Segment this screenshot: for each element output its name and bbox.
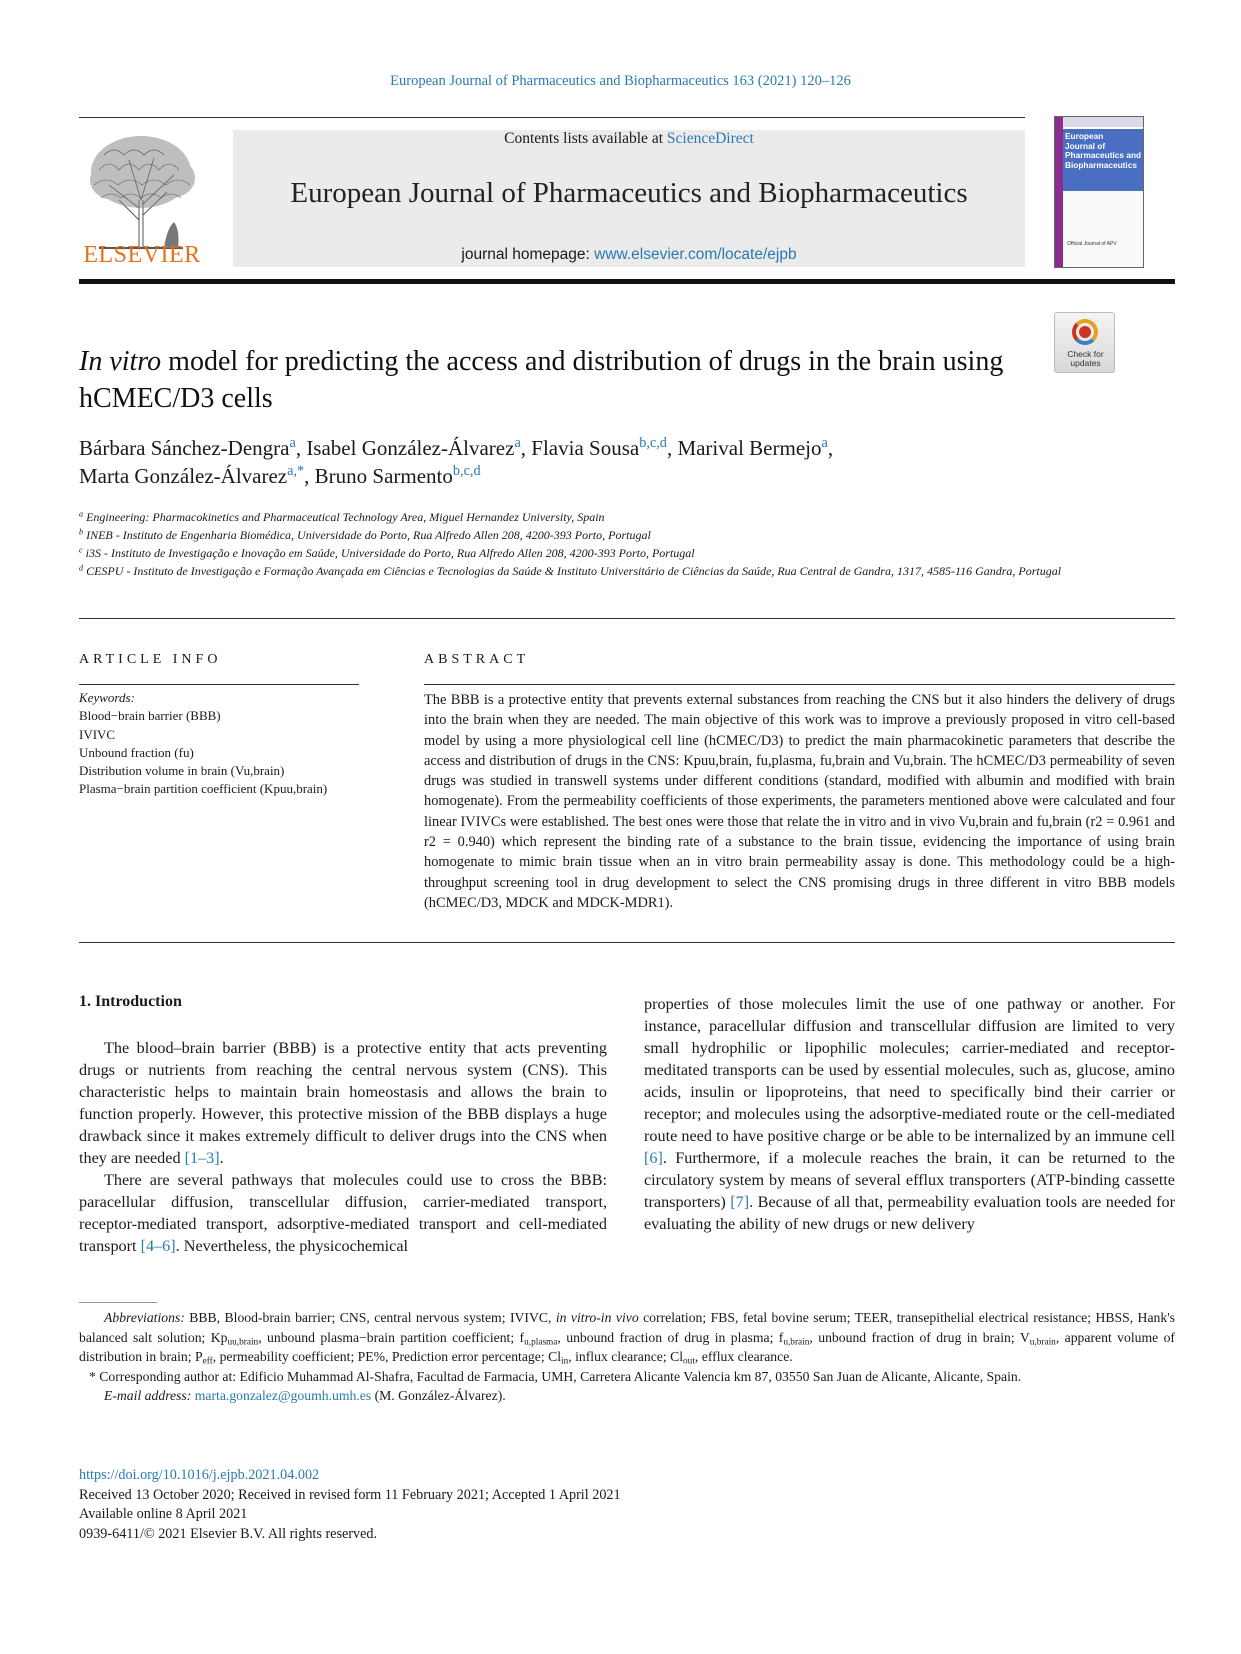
email-link[interactable]: marta.gonzalez@goumh.umh.es [194, 1388, 372, 1403]
cover-top-strip [1063, 117, 1144, 127]
available-online: Available online 8 April 2021 [79, 1506, 248, 1522]
affiliation-item: $^d$ CESPU - Instituto de Investigação e Formação Avançada em Ciências e Tecnologias da Saúde & Instituto Universitário de Ciências da Saúde, Rua Central de Gandra, 1317, 4585-116 Gandra, Portugal [79, 563, 1062, 578]
keyword-item: Distribution volume in brain (Vu,brain) [79, 763, 285, 779]
author-name[interactable]: Marival Bermejo [677, 436, 822, 460]
keywords-label: Keywords: [79, 690, 135, 705]
abstract-end-rule [79, 942, 1175, 943]
doi-link[interactable]: https://doi.org/10.1016/j.ejpb.2021.04.002 [79, 1467, 320, 1483]
journal-cover-thumbnail[interactable] [1054, 116, 1144, 268]
affiliation-rule [79, 618, 1175, 619]
author-name[interactable]: Marta González-Álvarez [79, 464, 288, 488]
paragraph: properties of those molecules limit the use of one pathway or another. For instance, paracellular diffusion and transcellular diffusion are limited to very small hydrophilic or lipophilic molecules; carrier-mediated and receptor-meditated transports can be used by essential molecules, such as, glucose, amino acids, insulin or lipoproteins, that need to specifically bind their carrier or receptor; and molecules using the adsorptive-mediated route or the cell-mediated route need to have positive charge or be able to be internalized by an immune cell [6]. Furthermore, if a molecule reaches the brain, it can be returned to the circulatory system by means of several efflux transporters (ATP-binding cassette transporters) [7]. Because of all that, permeability evaluation tools are needed for evaluating the ability of new drugs or new delivery [644, 995, 1175, 1233]
affiliations [79, 508, 1079, 580]
contents-line: Contents lists available at ScienceDirect [504, 130, 754, 147]
keyword-item: Plasma−brain partition coefficient (Kpuu,brain) [79, 781, 328, 797]
abstract-heading: ABSTRACT [424, 652, 530, 667]
affiliation-item: $^b$ INEB - Instituto de Engenharia Biomédica, Universidade do Porto, Rua Alfredo Allen 208, 4200-393 Porto, Portugal [79, 527, 651, 542]
keywords-list [79, 689, 369, 799]
author-list: Bárbara Sánchez-Dengra$^a$, Isabel González-Álvarez$^a$, Flavia Sousa$^{b,c,d}$, Marival Bermejo$^a$, Marta González-Álvarez$^{a,*}$, Bruno Sarmento$^{b,c,d}$ [79, 435, 834, 488]
citation-link[interactable]: [1–3] [184, 1149, 220, 1167]
footnotes [79, 1308, 1175, 1406]
keyword-item: IVIVC [79, 726, 116, 742]
copyright: 0939-6411/© 2021 Elsevier B.V. All rights reserved. [79, 1525, 378, 1542]
email-footnote: E-mail address: marta.gonzalez@goumh.umh.es (M. González-Álvarez). [104, 1388, 506, 1403]
author-affiliation-marker[interactable]: a [289, 435, 296, 452]
introduction-heading: 1. Introduction [79, 993, 182, 1010]
abbreviations-footnote: Abbreviations: BBB, Blood-brain barrier; CNS, central nervous system; IVIVC, in vitro-in vivo correlation; FBS, fetal bovine serum; TEER, transepithelial electrical resistance; HBSS, Hank's balanced salt solution; $Kp_{uu,brain}$, unbound plasma−brain partition coefficient; $f_{u,plasma}$, unbound fraction of drug in plasma; $f_{u,brain}$, unbound fraction of drug in brain; $V_{u,brain}$, apparent volume of distribution in brain; $P_{eff}$, permeability coefficient; PE%, Prediction error percentage; $Cl_{in}$, influx clearance; $Cl_{out}$, efflux clearance. [79, 1310, 1175, 1367]
journal-citation[interactable]: European Journal of Pharmaceutics and Biopharmaceutics 163 (2021) 120–126 [390, 73, 851, 89]
keyword-item: Blood−brain barrier (BBB) [79, 708, 221, 724]
sciencedirect-link[interactable]: ScienceDirect [666, 130, 754, 147]
header-rule [79, 117, 1025, 118]
author-affiliation-marker[interactable]: a [514, 435, 521, 452]
check-updates-label: Check for updates [1067, 349, 1104, 368]
cover-body [1063, 191, 1144, 268]
article-info-heading: ARTICLE INFO [79, 652, 222, 667]
citation-link[interactable]: [4–6] [140, 1237, 176, 1255]
elsevier-wordmark: ELSEVIER [83, 242, 201, 268]
affiliation-item: $^c$ i3S - Instituto de Investigação e Inovação em Saúde, Universidade do Porto, Rua Alfredo Allen 208, 4200-393 Porto, Portugal [79, 545, 695, 560]
author-affiliation-marker[interactable]: a,* [287, 463, 305, 480]
journal-title: European Journal of Pharmaceutics and Biopharmaceutics [290, 177, 968, 209]
check-for-updates-button[interactable] [1054, 312, 1115, 373]
author-name[interactable]: Flavia Sousa [531, 436, 640, 460]
author-affiliation-marker[interactable]: a [821, 435, 828, 452]
publication-info [79, 1466, 979, 1544]
body-column-right [644, 993, 1175, 1235]
paragraph: The blood–brain barrier (BBB) is a protective entity that acts preventing drugs or nutrients from reaching the central nervous system (CNS). This characteristic helps to maintain brain homeostasis and allows the brain to function properly. However, this protective mission of the BBB displays a huge drawback since it makes extremely difficult to deliver drugs into the CNS when they are needed [1–3]. [79, 1039, 607, 1167]
received-dates: Received 13 October 2020; Received in revised form 11 February 2021; Accepted 1 April 2021 [79, 1486, 621, 1503]
author-affiliation-marker[interactable]: b,c,d [639, 435, 667, 452]
abstract-rule [424, 684, 1175, 685]
homepage-line: journal homepage: www.elsevier.com/locate/ejpb [461, 246, 797, 263]
header-thick-rule [79, 279, 1175, 284]
keyword-item: Unbound fraction (fu) [79, 744, 194, 760]
article-title: In vitro model for predicting the access and distribution of drugs in the brain using hCMEC/D3 cells [79, 346, 1004, 414]
paragraph: There are several pathways that molecules could use to cross the BBB: paracellular diffusion, transcellular diffusion, carrier-mediated transport, receptor-mediated transport, adsorptive-mediated transport and cell-mediated transport [4–6]. Nevertheless, the physicochemical [79, 1171, 607, 1255]
author-name[interactable]: Bruno Sarmento [314, 464, 453, 488]
elsevier-logo [79, 130, 205, 270]
cover-title: European Journal of Pharmaceutics and Biopharmaceutics [1063, 129, 1144, 191]
cover-spine [1055, 117, 1063, 268]
author-affiliation-marker[interactable]: b,c,d [452, 463, 481, 480]
citation-link[interactable]: [7] [730, 1193, 750, 1211]
affiliation-item: $^a$ Engineering: Pharmacokinetics and Pharmaceutical Technology Area, Miguel Hernandez University, Spain [79, 509, 605, 524]
author-name[interactable]: Isabel González-Álvarez [306, 436, 515, 460]
abstract-body: The BBB is a protective entity that prevents external substances from reaching the CNS but it also hinders the delivery of drugs into the brain when they are needed. The main objective of this work was to improve a previously proposed in vitro cell-based model by using a more physiological cell line (hCMEC/D3) to predict the main pharmacokinetic parameters that describe the access and distribution of drugs in the CNS: Kpuu,brain, fu,plasma, fu,brain and Vu,brain. The hCMEC/D3 permeability of seven drugs was studied in transwell systems under different conditions (standard, modified with albumin and modified with brain homogenate). From the permeability coefficients of those experiments, the parameters mentioned above were calculated and four linear IVIVCs were established. The best ones were those that relate the in vitro and in vivo Vu,brain and fu,brain (r2 = 0.961 and r2 = 0.940) which represent the binding rate of a substance to the brain tissue, evidencing the importance of using brain homogenate to mimic brain tissue when an in vitro brain permeability assay is done. This methodology could be a high-throughput screening tool in drug development to select the CNS promising drugs in three different in vitro BBB models (hCMEC/D3, MDCK and MDCK-MDR1). [424, 692, 1175, 911]
cover-footer: Official Journal of APV [1067, 241, 1117, 247]
homepage-link[interactable]: www.elsevier.com/locate/ejpb [594, 246, 797, 263]
article-info-rule [79, 684, 359, 685]
footnote-rule [79, 1302, 157, 1303]
author-name[interactable]: Bárbara Sánchez-Dengra [79, 436, 290, 460]
corresponding-author-footnote: * Corresponding author at: Edificio Muhammad Al-Shafra, Facultad de Farmacia, UMH, Carretera Alicante Valencia km 87, 03550 San Juan de Alicante, Alicante, Spain. [89, 1368, 1022, 1384]
citation-link[interactable]: [6] [644, 1149, 663, 1167]
body-column-left [79, 1037, 607, 1257]
